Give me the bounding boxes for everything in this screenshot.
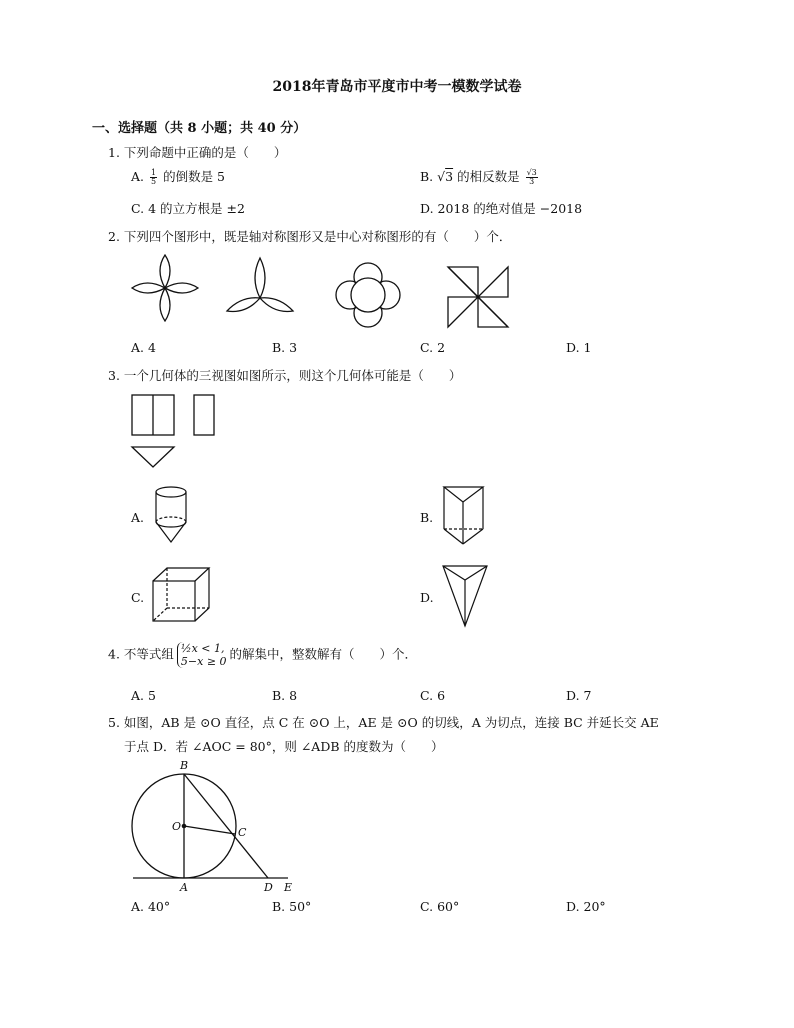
q2-option-a[interactable]: A. 4 <box>131 340 156 355</box>
q3-three-views-figure <box>130 393 220 473</box>
q4-option-a[interactable]: A. 5 <box>131 688 156 703</box>
q5-option-c[interactable]: C. 60° <box>420 899 460 914</box>
q5-option-b[interactable]: B. 50° <box>272 899 312 914</box>
q2-option-d[interactable]: D. 1 <box>566 340 592 355</box>
q3-stem: 3. 一个几何体的三视图如图所示，则这个几何体可能是（ ） <box>108 368 462 383</box>
q5-circle-tangent-figure <box>128 758 308 893</box>
q4-inequality-system <box>177 642 227 668</box>
q1-option-b[interactable] <box>420 167 540 186</box>
q2-figure-five-circles <box>333 260 403 330</box>
q2-option-b[interactable]: B. 3 <box>272 340 298 355</box>
q5-label-a: A <box>180 881 188 894</box>
q5-option-a[interactable]: A. 40° <box>131 899 171 914</box>
q2-figure-four-petal-flower <box>130 253 200 323</box>
q4-stem-suffix: 的解集中，整数解有（ ）个． <box>229 646 418 662</box>
q5-stem-line-2: 于点 D．若 ∠AOC = 80°，则 ∠ADB 的度数为（ ） <box>124 739 444 754</box>
q5-label-c: C <box>238 826 247 839</box>
q5-label-d: D <box>264 881 273 894</box>
q2-figure-three-petal-flower <box>224 256 296 318</box>
page-title: 2018年青岛市平度市中考一模数学试卷 <box>272 79 522 95</box>
q4-inequality-2: 5−x ≥ 0 <box>180 655 227 668</box>
q1-option-a-text: 的倒数是 5 <box>163 169 226 184</box>
q3-option-b-triangular-prism-figure <box>441 484 487 546</box>
q4-option-d[interactable]: D. 7 <box>566 688 592 703</box>
q2-stem: 2. 下列四个图形中，既是轴对称图形又是中心对称图形的有（ ）个． <box>108 229 512 244</box>
q2-figure-pinwheel <box>446 265 512 331</box>
q1-option-b-fraction: $\frac{√3}{3}$ <box>526 168 537 186</box>
q3-option-d[interactable]: D. <box>420 590 434 605</box>
q4-stem-prefix: 4. 不等式组 <box>108 646 174 662</box>
q5-label-b: B <box>180 759 189 772</box>
q3-option-a-cylinder-cone-figure <box>153 484 193 546</box>
q5-option-d[interactable]: D. 20° <box>566 899 606 914</box>
q5-center-point <box>182 824 187 829</box>
q4-option-b[interactable]: B. 8 <box>272 688 298 703</box>
q1-option-a-fraction: $\frac{1}{5}$ <box>151 168 157 186</box>
q1-option-c[interactable]: C. 4 的立方根是 ±2 <box>131 201 245 216</box>
section-heading: 一、选择题（共 8 小题；共 40 分） <box>92 121 307 136</box>
q4-inequality-1: ½x < 1, <box>180 642 225 655</box>
q3-option-a[interactable]: A. <box>131 510 145 525</box>
q3-option-c[interactable]: C. <box>131 590 145 605</box>
q5-stem-line-1: 5. 如图，AB 是 ⊙O 直径，点 C 在 ⊙O 上，AE 是 ⊙O 的切线，A 为切点，连接 BC 并延长交 AE <box>108 715 659 730</box>
q5-label-o: O <box>172 820 182 833</box>
q1-option-d[interactable]: D. 2018 的绝对值是 −2018 <box>420 201 583 216</box>
q5-label-e: E <box>284 881 293 894</box>
q1-option-b-sqrt: √3 <box>437 169 454 184</box>
q1-option-b-label: B. <box>420 169 434 184</box>
q4-option-c[interactable]: C. 6 <box>420 688 446 703</box>
q3-option-d-pyramid-figure <box>441 562 491 630</box>
q1-option-b-text: 的相反数是 <box>457 169 520 184</box>
q2-option-c[interactable]: C. 2 <box>420 340 446 355</box>
q3-option-b[interactable]: B. <box>420 510 434 525</box>
q1-option-a-label: A. <box>131 169 145 184</box>
q4-stem <box>108 642 417 668</box>
q1-option-a[interactable] <box>131 167 225 186</box>
q3-option-c-cube-figure <box>151 566 213 624</box>
q1-stem: 1. 下列命题中正确的是（ ） <box>108 145 287 160</box>
